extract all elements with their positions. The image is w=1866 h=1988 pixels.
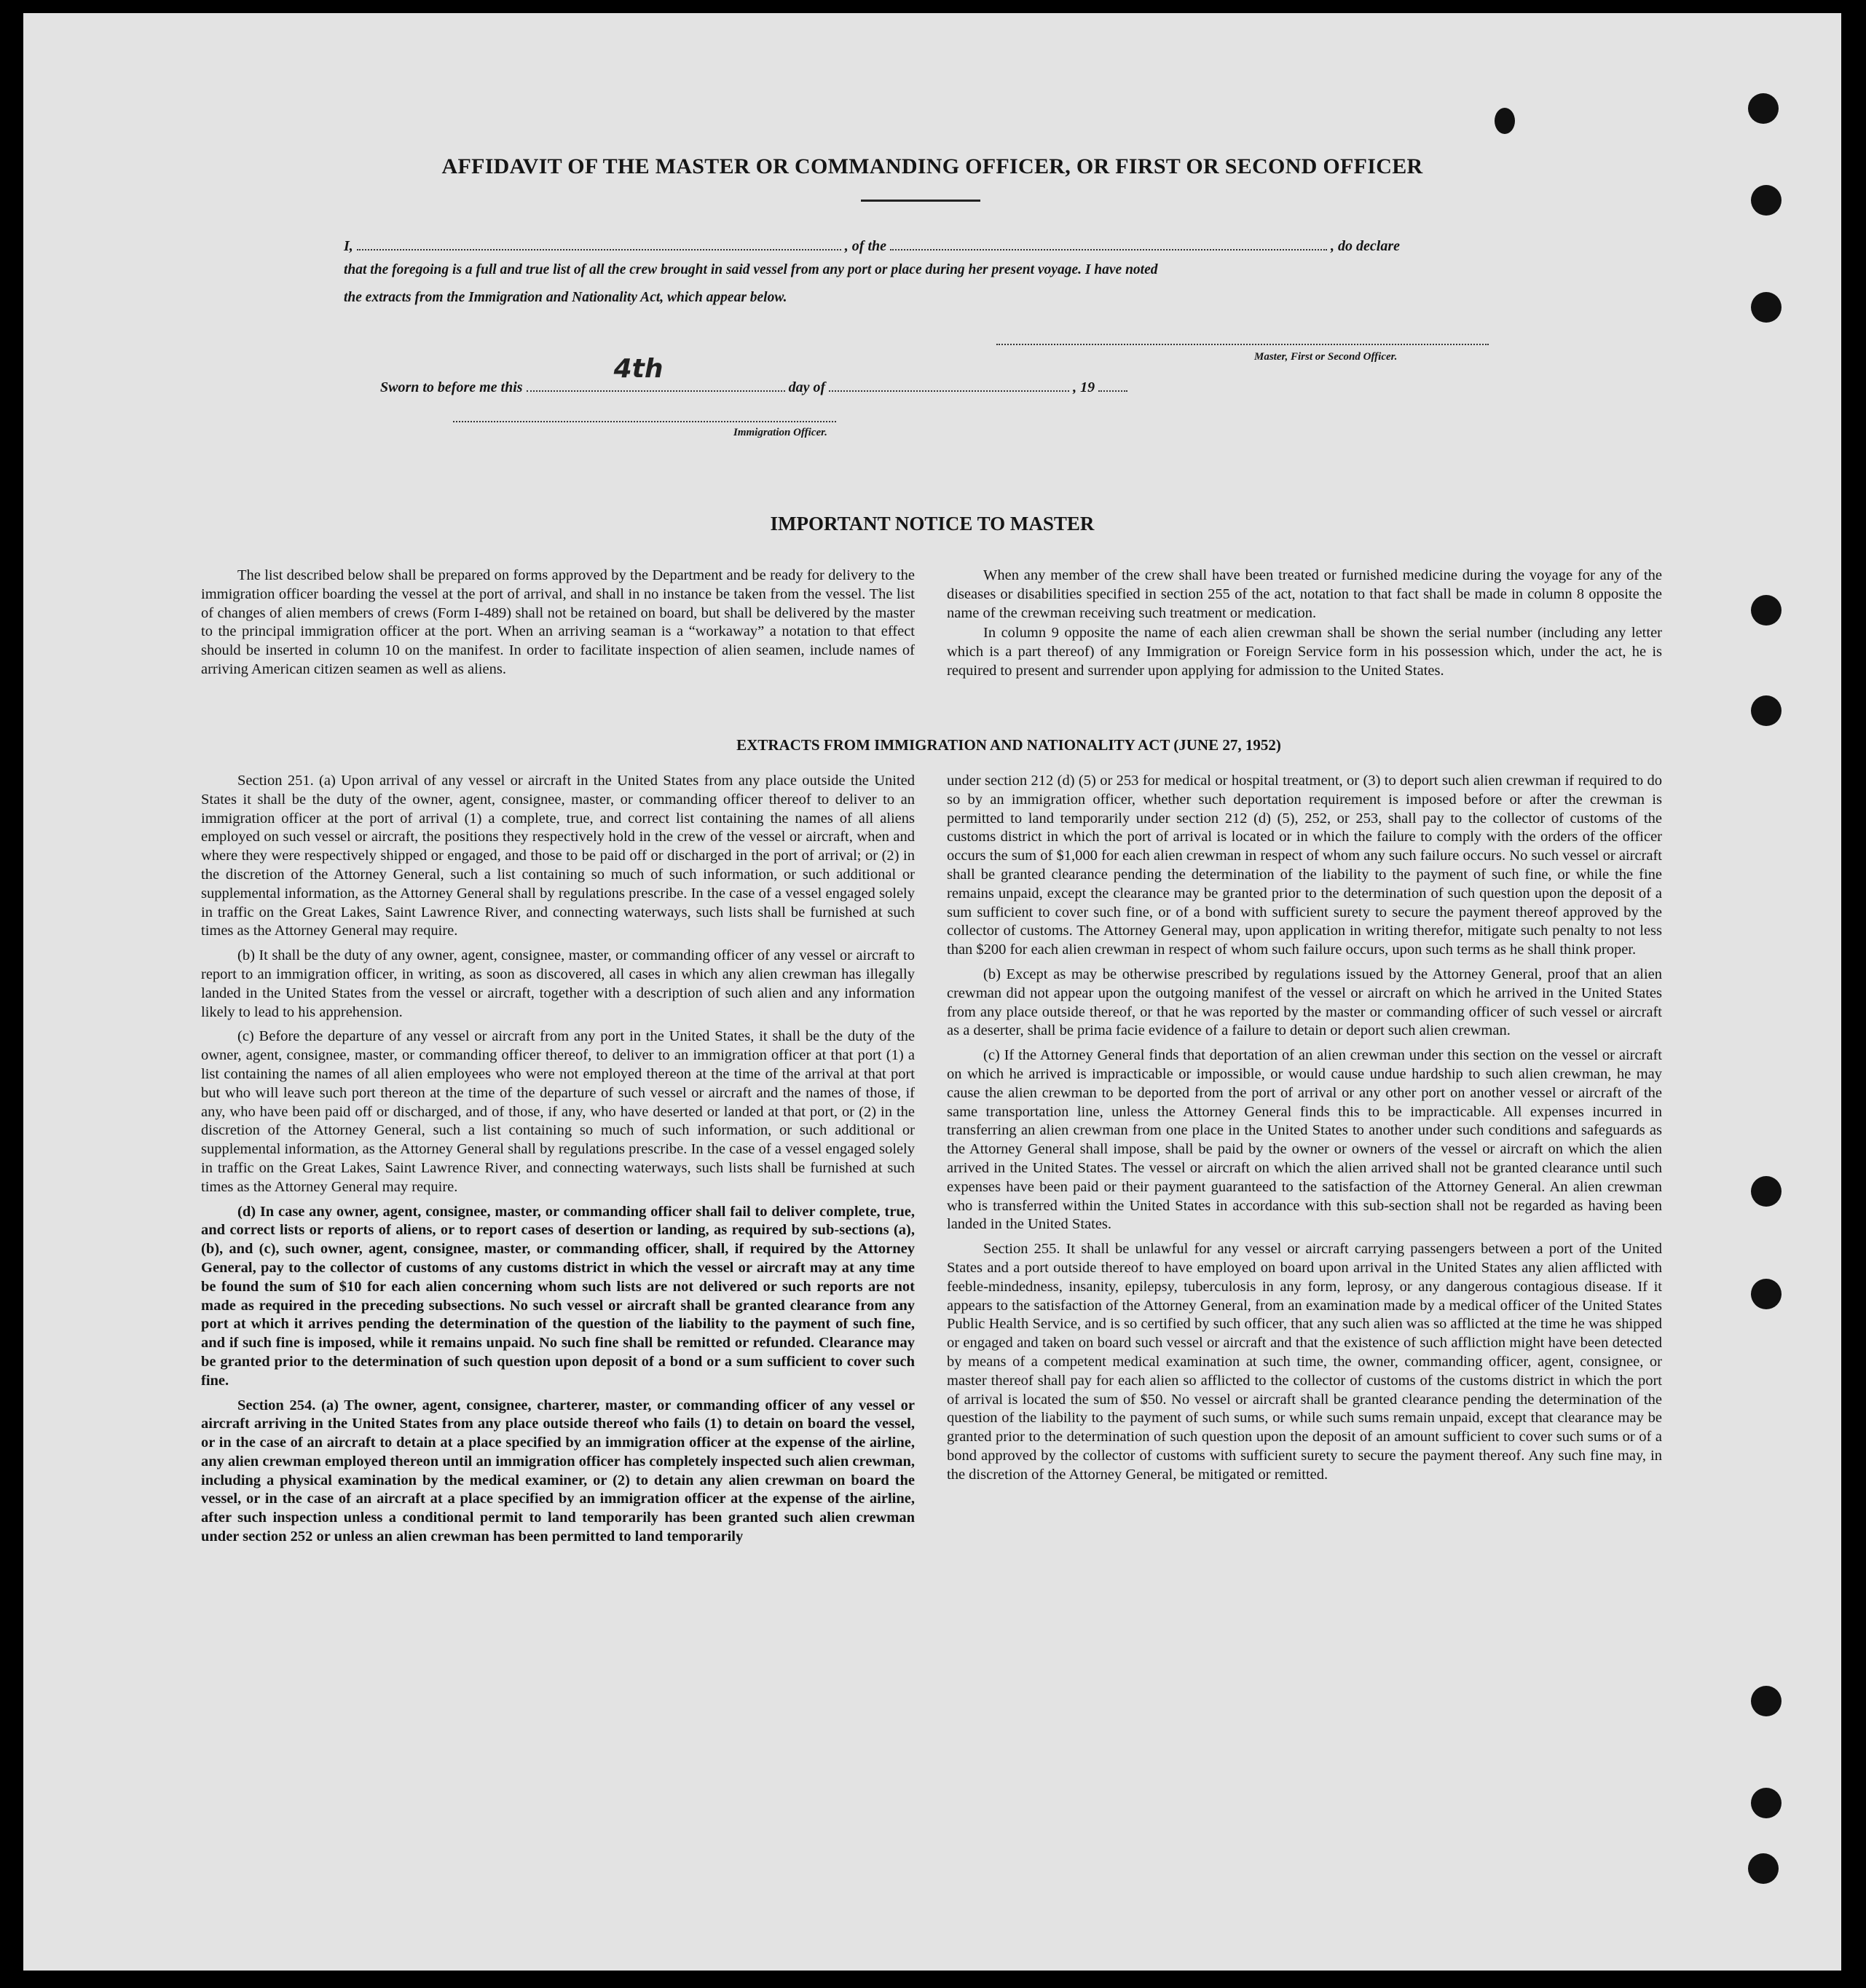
section-254-a-continued: under section 212 (d) (5) or 253 for medical or hospital treatment, or (3) to deport such alien crewman if required to do so by an immigration officer, whether such deportation requirement is imposed before or after the crewman is permitted to land temporarily under section 212 (d) (5), 252, or 253, shall pay to the collector of customs of the customs district in which the port of arrival is located or in which the failure to comply with the orders of the officer occurs the sum of $1,000 for each alien crewman in respect of whom any such failure occurs. No such vessel or aircraft shall be granted clearance pending the determination of the liability to the payment of such fine, or while the fine remains unpaid, except the clearance may be granted prior to the determination of such question upon the deposit of a sum sufficient to cover such fine, or of a bond with sufficient surety to secure the payment thereof approved by the collector of customs. The Attorney General may, upon application in writing therefor, mitigate such penalty to not less than $200 for each alien crewman in respect of whom such failure occurs, upon such terms as he shall think proper. [947,773,1662,958]
section-251-b: (b) It shall be the duty of any owner, agent, consignee, master, or commanding officer of any vessel or aircraft to report to an immigration officer, in writing, as soon as discovered, all cases in which any alien crewman has illegally landed in the United States from the vessel or aircraft, together with a description of such alien and any information likely to lead to his apprehension. [201,947,915,1020]
declaration-line-1: that the foregoing is a full and true list of all the crew brought in said vessel from any port or place during her present voyage. I have noted [344,262,1158,277]
month-blank [829,376,1069,392]
immigration-officer-label: Immigration Officer. [733,427,827,438]
notice-right-paragraph-1: When any member of the crew shall have been treated or furnished medicine during the voyage for any of the diseases or disabilities specified in section 255 of the act, notation to that fact shall be made in column 8 opposite the name of the crewman receiving such treatment or medication. [947,567,1662,621]
day-of-label: day of [788,379,826,395]
notice-left-paragraph: The list described below shall be prepared on forms approved by the Department and be ready for delivery to the immigration officer boarding the vessel at the port of arrival, and shall in no instance be taken from the vessel. The list of changes of alien members of crews (Form I-489) shall not be retained on board, but shall be delivered by the master to the principal immigration officer at the port. When an arriving seaman is a “workaway” a notation to that effect should be inserted in column 10 on the manifest. In order to facilitate inspection of alien seamen, include names of arriving American citizen seamen as well as aliens. [201,567,915,677]
section-251-d: (d) In case any owner, agent, consignee, master, or commanding officer shall fail to deliver complete, true, and correct lists or reports of aliens, or to report cases of desertion or landing, as required by sub-sections (a), (b), and (c), such owner, agent, consignee, master, or commanding officer, shall, if required by the Attorney General, pay to the collector of customs of any customs district in which the vessel or aircraft may at any time be found the sum of $10 for each alien concerning whom such lists are not delivered or such reports are not made as required in the preceding subsections. No such vessel or aircraft shall be granted clearance from any port at which it arrives pending the determination of the question of the liability to the payment of such fine, and if such fine is imposed, while it remains unpaid. No such fine shall be remitted or refunded. Clearance may be granted prior to the determination of such question upon deposit of a bond or a sum sufficient to cover such fine. [201,1203,915,1389]
section-255: Section 255. It shall be unlawful for any vessel or aircraft carrying passengers between a port of the United States and a port outside thereof to have employed on board upon arrival in the United States any alien afflicted with feeble-mindedness, insanity, epilepsy, tuberculosis in any form, leprosy, or any dangerous contagious disease. If it appears to the satisfaction of the Attorney General, from an examination made by a medical officer of the United States Public Health Service, and is so certified by such officer, that any such alien was so afflicted at the time he was shipped or engaged and taken on board such vessel or aircraft and that the existence of such affliction might have been detected by means of a competent medical examination at such time, the owner, commanding officer, agent, consignee, or master thereof shall pay for each alien so afflicted to the collector of customs of the customs district in which the port of arrival is located the sum of $50. No vessel or aircraft shall be granted clearance pending the determination of the question of the liability to the payment of such sums, or while such sums remain unpaid, except that clearance may be granted prior to the determination of such question upon the deposit of an amount sufficient to cover such sums or of a bond approved by the collector of customs with sufficient surety to secure the payment thereof. Any such fine may, in the discretion of the Attorney General, be mitigated or remitted. [947,1241,1662,1483]
name-blank [357,234,841,251]
affidavit-title: AFFIDAVIT OF THE MASTER OR COMMANDING OFFICER, OR FIRST OR SECOND OFFICER [441,154,1423,178]
punch-hole [1751,695,1782,726]
immigration-officer-line [453,421,836,422]
section-254-b: (b) Except as may be otherwise prescribed by regulations issued by the Attorney General, proof that an alien crewman did not appear upon the outgoing manifest of the vessel or aircraft on which he arrived in the United States from any place outside thereof, or that he was reported by the master or commanding officer of such vessel or aircraft as a deserter, shall be prima facie evidence of a failure to detain or deport such alien crewman. [947,966,1662,1039]
year-blank [1098,376,1127,392]
punch-hole [1495,108,1515,134]
section-254-a: Section 254. (a) The owner, agent, consignee, charterer, master, or commanding officer of any vessel or aircraft arriving in the United States from any place outside thereof who fails (1) to detain on board the vessel, or in the case of an aircraft to detain at a place specified by an immigration officer at the expense of the airline, any alien crewman employed thereon until an immigration officer has completely inspected such alien crewman, including a physical examination by the medical examiner, or (2) to detain any alien crewman on board the vessel, or in the case of an aircraft at a place specified by an immigration officer at the expense of the airline, after such inspection unless a conditional permit to land temporarily has been granted such alien crewman under section 252 or unless an alien crewman has been permitted to land temporarily [201,1397,915,1545]
notice-title: IMPORTANT NOTICE TO MASTER [770,513,1095,535]
title-underline [861,200,980,202]
punch-hole [1751,595,1782,626]
master-signature-line [996,344,1489,345]
punch-hole [1748,1853,1779,1884]
master-signature-label: Master, First or Second Officer. [1254,351,1398,363]
punch-hole [1751,1686,1782,1716]
punch-hole [1751,185,1782,216]
of-the-label: , of the [844,238,887,254]
punch-hole [1751,292,1782,323]
sworn-line [380,354,1254,396]
sworn-day-blank [527,354,785,392]
sworn-label: Sworn to before me this [380,379,523,395]
year-label: , 19 [1073,379,1095,395]
section-254-c: (c) If the Attorney General finds that deportation of an alien crewman under this section on the vessel or aircraft on which he arrived is impracticable or impossible, or would cause undue hardship to such alien crewman, he may cause the alien crewman to be deported from the port of arrival or any other port on another vessel or aircraft of the same transportation line, unless the Attorney General finds this to be impracticable. All expenses incurred in transferring an alien crewman from one place in the United States to another under such conditions and safeguards as the Attorney General shall impose, shall be paid by the owner or owners of the vessel or aircraft on which the alien arrived in the United States. The vessel or aircraft on which the alien arrived shall not be granted clearance until such expenses have been paid or their payment guaranteed to the satisfaction of the Attorney General. An alien crewman who is transferred within the United States in accordance with this sub-section shall not be regarded as having been landed in the United States. [947,1047,1662,1233]
extracts-title: EXTRACTS FROM IMMIGRATION AND NATIONALITY ACT (JUNE 27, 1952) [736,736,1281,754]
section-251-c: (c) Before the departure of any vessel or aircraft from any port in the United States, it shall be the duty of the owner, agent, consignee, master, or commanding officer thereof, to deliver to an immigration officer at that port (1) a list containing the names of all alien employees who were not employed thereon at the time of the arrival at that port but who will leave such port thereon at the time of the departure of such vessel or aircraft and the names of those, if any, who have been paid off or discharged, and of those, if any, who have deserted or landed at that port, or (2) in the discretion of the Attorney General, such a list containing so much of such information, or such additional or supplemental information, as the Attorney General shall by regulations prescribe. In the case of a vessel engaged solely in traffic on the Great Lakes, Saint Lawrence River, and connecting waterways, such lists shall be furnished at such times as the Attorney General may require. [201,1028,915,1195]
document-page [23,13,1841,1971]
do-declare-label: , do declare [1331,238,1400,254]
vessel-blank [890,234,1327,251]
i-label: I, [344,238,353,254]
extracts-left-column [201,772,915,1553]
notice-left-column [201,567,915,685]
extracts-right-column [947,772,1662,1490]
notice-right-paragraph-2: In column 9 opposite the name of each alien crewman shall be shown the serial number (including any letter which is a part thereof) of any Immigration or Foreign Service form in his possession which, under the act, he is required to present and surrender upon applying for admission to the United States. [947,625,1662,679]
handwritten-day: 4th [613,354,664,384]
declaration-fill-line [344,234,1524,255]
punch-hole [1751,1788,1782,1818]
punch-hole [1748,93,1779,124]
section-251-a: Section 251. (a) Upon arrival of any vessel or aircraft in the United States from any place outside the United States it shall be the duty of the owner, agent, consignee, master, or commanding officer thereof to deliver to an immigration officer at the port of arrival (1) a complete, true, and correct list containing the names of all aliens employed on such vessel or aircraft, the positions they respectively hold in the crew of the vessel or aircraft, when and where they were respectively shipped or engaged, and those to be paid off or discharged in the port of arrival; or (2) in the discretion of the Attorney General, such a list containing so much of such information, or such additional or supplemental information, as the Attorney General shall by regulations prescribe. In the case of a vessel engaged solely in traffic on the Great Lakes, Saint Lawrence River, and connecting waterways, such lists shall be furnished at such times as the Attorney General may require. [201,773,915,939]
declaration-line-2: the extracts from the Immigration and Nationality Act, which appear below. [344,290,787,305]
punch-hole [1751,1176,1782,1207]
punch-hole [1751,1279,1782,1309]
notice-right-column [947,567,1662,687]
